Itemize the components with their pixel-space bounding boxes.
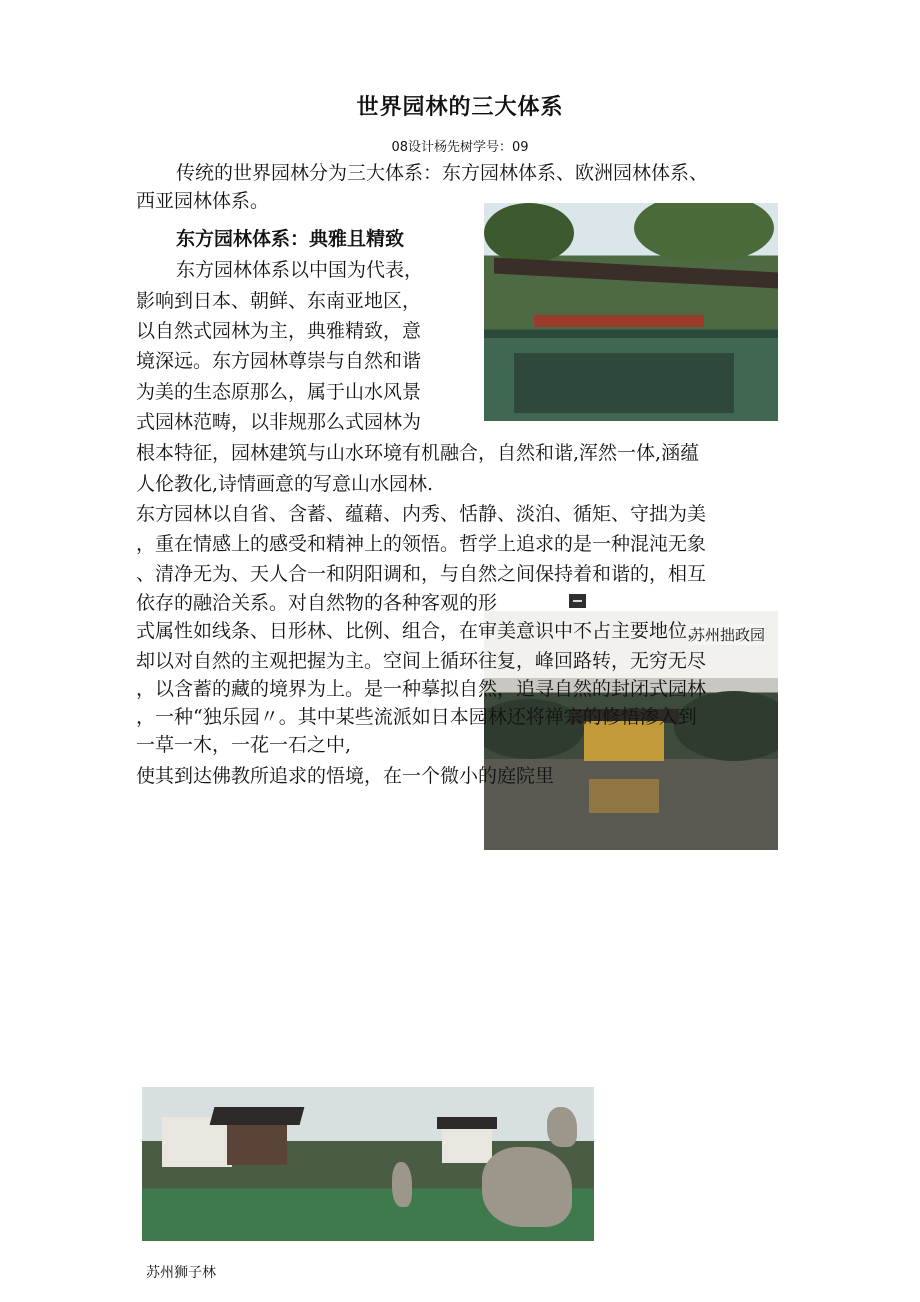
- lion-grove-garden-photo: [142, 1087, 594, 1241]
- page-title: 世界园林的三大体系: [356, 95, 564, 120]
- para1-line-1: 东方园林体系以中国为代表，: [176, 259, 424, 281]
- author-line: 08设计杨先树学号：09: [391, 140, 529, 155]
- para2-line-10: 使其到达佛教所追求的悟境，在一个微小的庭院里: [136, 765, 555, 787]
- para1-line-8: 人伦教化,诗情画意的写意山水园林.: [136, 473, 434, 495]
- photo-caption-zhuozheng: 苏州拙政园: [690, 626, 766, 644]
- para2-line-2: ，重在情感上的感受和精神上的领悟。哲学上追求的是一种混沌无象: [136, 533, 707, 555]
- image-marker-icon: [569, 594, 586, 608]
- para2-line-3: 、清净无为、天人合一和阴阳调和，与自然之间保持着和谐的，相互: [136, 563, 707, 585]
- para2-line-1: 东方园林以自省、含蓄、蕴藉、内秀、恬静、淡泊、循矩、守拙为美: [136, 503, 707, 525]
- garden-corridor-photo: [484, 203, 778, 421]
- para1-line-6: 式园林范畴，以非规那么式园林为: [136, 411, 422, 433]
- para1-line-3: 以自然式园林为主，典雅精致，意: [136, 320, 422, 342]
- para1-line-7: 根本特征，园林建筑与山水环境有机融合，自然和谐,浑然一体,涵蕴: [136, 442, 700, 464]
- para1-line-4: 境深远。东方园林尊崇与自然和谐: [136, 350, 422, 372]
- para2-line-4: 依存的融洽关系。对自然物的各种客观的形: [136, 592, 498, 614]
- para1-line-2: 影响到日本、朝鲜、东南亚地区，: [136, 290, 422, 312]
- para2-line-7: ，以含蓄的藏的境界为上。是一种摹拟自然，追寻自然的封闭式园林: [136, 678, 707, 700]
- para1-line-5: 为美的生态原那么，属于山水风景: [136, 381, 422, 403]
- photo-caption-shizilin: 苏州狮子林: [146, 1265, 216, 1281]
- para2-line-9: 一草一木，一花一石之中,: [136, 734, 352, 756]
- intro-line-2: 西亚园林体系。: [136, 190, 270, 212]
- para2-line-8: ，一种“独乐园〃。其中某些流派如日本园林还将禅宗的修悟渗入到: [136, 706, 697, 728]
- section-heading: 东方园林体系：典雅且精致: [176, 228, 405, 250]
- intro-line-1: 传统的世界园林分为三大体系：东方园林体系、欧洲园林体系、: [176, 162, 709, 184]
- para2-line-6: 却以对自然的主观把握为主。空间上循环往复，峰回路转，无穷无尽: [136, 650, 707, 672]
- para2-line-5: 式属性如线条、日形林、比例、组合，在审美意识中不占主要地位，: [136, 620, 707, 642]
